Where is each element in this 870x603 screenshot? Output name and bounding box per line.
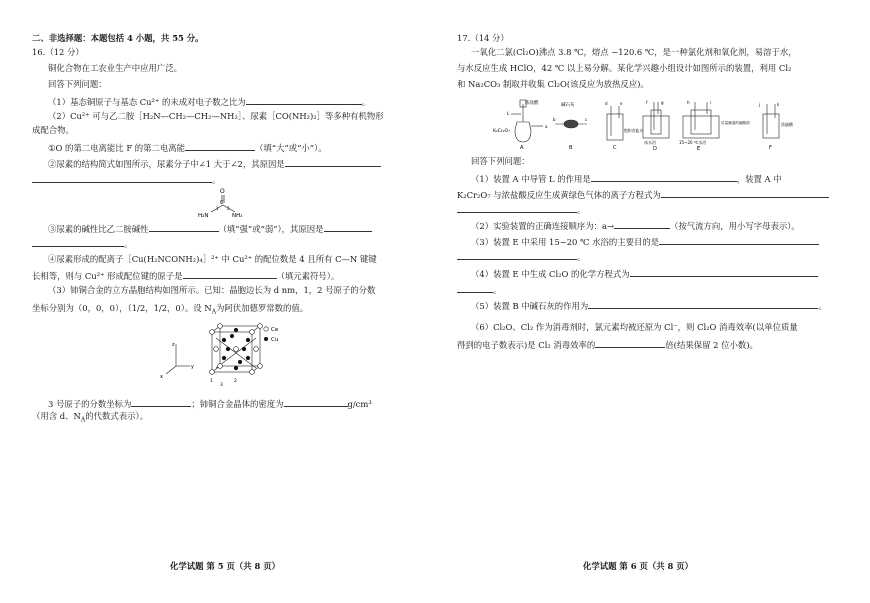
label-a-reagent: K₂Cr₂O₇ — [493, 129, 510, 134]
legend-ce: Ce — [271, 327, 279, 333]
answer-blank[interactable] — [285, 157, 381, 167]
q17-part4-cont: 。 — [457, 283, 501, 296]
label-f: 浓硫酸 — [781, 122, 793, 127]
port-j: j — [759, 102, 761, 107]
q16-part2-line2: 成配合物。 — [32, 125, 74, 135]
q16-part3-line4: （用含 d、$N_A$的代数式表示）。 — [32, 411, 149, 424]
answer-blank[interactable] — [659, 235, 819, 245]
answer-blank[interactable] — [32, 237, 124, 247]
atom-label-2: 2 — [234, 379, 237, 384]
urea-label-o: O — [220, 188, 225, 195]
axis-y-label: y — [191, 364, 194, 370]
q17-intro-line1: 一氧化二氯(Cl₂O)沸点 3.8 ℃，熔点 −120.6 ℃，是一种氯化剂和氧化剂，易溶于水， — [471, 47, 797, 57]
right-page — [435, 0, 870, 603]
port-h: h — [687, 100, 690, 105]
apparatus-e: E — [697, 146, 701, 150]
urea-structure-diagram — [196, 186, 252, 220]
apparatus-diagram — [493, 96, 803, 150]
urea-label-nh2-right: NH₂ — [232, 213, 243, 219]
label-d: 冰水浴 — [644, 140, 656, 145]
q16-answer-prompt: 回答下列问题： — [48, 79, 107, 89]
port-c: c — [585, 117, 588, 122]
q17-part4: （4）装置 E 中生成 Cl₂O 的化学方程式为 — [471, 267, 818, 280]
answer-blank[interactable] — [661, 188, 829, 198]
q16-part3-line2: 坐标分别为（0，0，0），（1/2，1/2，0）。设 $N_A$为阿伏加德罗常数的值。 — [32, 303, 309, 316]
answer-blank[interactable] — [457, 283, 493, 293]
q16-part2-sub4-line1: ④尿素形成的配离子［Cu(H₂NCONH₂)₄］²⁺ 中 Cu²⁺ 的配位数是 4 且所有 C—N 键键 — [48, 254, 377, 264]
q17-part1-line1: （1）装置 A 中导管 L 的作用是 ，装置 A 中 — [471, 174, 782, 184]
q16-part2-sub1: ①O 的第二电离能比 F 的第二电离能 （填“大”或“小”）。 — [48, 143, 327, 153]
q16-part2-line1: （2）Cu²⁺ 可与乙二胺［H₂N—CH₂—CH₂—NH₂］、尿素［CO(NH₂)₂］等多种有机物形 — [48, 111, 384, 121]
apparatus-f: F — [769, 145, 772, 150]
answer-blank[interactable] — [457, 203, 577, 213]
label-b-reagent: 碱石灰 — [561, 103, 575, 108]
axis-x-label: x — [160, 374, 163, 380]
q17-part2: （2）实验装置的正确连接顺序为：a→ （按气流方向，用小写字母表示）。 — [471, 221, 800, 231]
urea-label-c: C — [220, 200, 224, 206]
q16-part2-sub2: ②尿素的结构简式如图所示，尿素分子中∠1 大于∠2，其原因是 — [48, 157, 381, 170]
legend-cu: Cu — [271, 337, 279, 343]
port-k: k — [777, 102, 780, 107]
q17-part1-line2: K₂Cr₂O₇ 与浓盐酸反应生成黄绿色气体的离子方程式为 — [457, 188, 829, 201]
answer-blank[interactable] — [324, 222, 372, 232]
q16-header: 16.（12 分） — [32, 47, 84, 57]
port-i: i — [710, 100, 712, 105]
right-footer: 化学试题 第 6 页（共 8 页） — [583, 561, 693, 571]
port-b: b — [553, 117, 556, 122]
q17-part5: （5）装置 B 中碱石灰的作用为 。 — [471, 301, 827, 311]
q16-part3-line3: 3 号原子的分数坐标为 ；铈铜合金晶体的密度为 g/cm³ — [48, 399, 372, 409]
port-d: d — [605, 101, 608, 106]
q17-part3: （3）装置 E 中采用 15~20 ℃ 水浴的主要目的是 — [471, 235, 819, 248]
atom-label-1: 1 — [210, 379, 213, 384]
q16-part3-line1: （3）铈铜合金的立方晶胞结构如图所示。已知：晶胞边长为 d nm，1，2 号原子的分数 — [48, 285, 376, 295]
port-f: f — [646, 100, 648, 105]
atom-label-3: 3 — [220, 383, 223, 388]
answer-blank[interactable] — [591, 172, 737, 182]
label-e-solid: 足量潮湿的碳酸钠 — [721, 121, 750, 125]
port-a: a — [545, 124, 548, 129]
answer-blank[interactable] — [284, 397, 348, 407]
q17-intro-line3: 和 Na₂CO₃ 制取并收集 Cl₂O(该反应为放热反应)。 — [457, 79, 649, 89]
urea-label-nh2-left: H₂N — [198, 213, 209, 219]
answer-blank[interactable] — [588, 299, 818, 309]
port-e: e — [620, 101, 623, 106]
angle-label-2: 2 — [227, 206, 230, 211]
left-footer: 化学试题 第 5 页（共 8 页） — [170, 561, 280, 571]
q17-part6-line1: （6）Cl₂O、Cl₂ 作为消毒剂时，氯元素均被还原为 Cl⁻，则 Cl₂O 消毒效率(以单位质量 — [471, 322, 798, 332]
answer-blank[interactable] — [32, 173, 212, 183]
apparatus-b: B — [569, 145, 573, 150]
angle-label-1: 1 — [216, 206, 219, 211]
q16-part2-sub3-cont: 。 — [32, 237, 132, 250]
answer-blank[interactable] — [630, 267, 818, 277]
answer-blank[interactable] — [614, 219, 670, 229]
answer-blank[interactable] — [246, 95, 362, 105]
crystal-cell-diagram — [154, 318, 304, 388]
answer-blank[interactable] — [149, 222, 219, 232]
answer-blank[interactable] — [457, 250, 577, 260]
answer-blank[interactable] — [131, 397, 191, 407]
label-c: 饱和食盐水 — [624, 128, 643, 133]
q16-part2-sub2-cont: 。 — [32, 173, 220, 186]
axis-z-label: z — [172, 342, 175, 348]
q16-part1: （1）基态铜原子与基态 Cu²⁺ 的未成对电子数之比为 。 — [48, 97, 371, 107]
apparatus-a: A — [520, 145, 524, 150]
label-e: 15~20 ℃水浴 — [679, 140, 707, 145]
q17-part1-line3: 。 — [457, 203, 585, 216]
q17-intro-line2: 与水反应生成 HClO，42 ℃ 以上易分解。某化学兴趣小组设计如图所示的装置，利用 Cl₂ — [457, 63, 792, 73]
label-a-acid: 浓盐酸 — [525, 101, 539, 106]
port-g: g — [661, 100, 664, 105]
label-a-tube: L — [507, 112, 510, 117]
q16-part2-sub4-line2: 长相等，则与 Cu²⁺ 形成配位键的原子是 （填元素符号）。 — [32, 271, 340, 281]
apparatus-c: C — [613, 145, 617, 150]
q17-part6-line2: 得到的电子数表示)是 Cl₂ 消毒效率的 倍(结果保留 2 位小数)。 — [457, 340, 758, 350]
answer-blank[interactable] — [183, 269, 277, 279]
answer-blank[interactable] — [185, 141, 255, 151]
q17-answer-prompt: 回答下列问题： — [471, 156, 530, 166]
apparatus-d: D — [653, 146, 657, 150]
answer-blank[interactable] — [595, 338, 665, 348]
q16-part2-sub3: ③尿素的碱性比乙二胺碱性 （填“强”或“弱”），其原因是 — [48, 222, 372, 235]
q17-part3-cont: 。 — [457, 250, 585, 263]
q17-header: 17.（14 分） — [457, 33, 509, 43]
section-title: 二、非选择题：本题包括 4 小题，共 55 分。 — [32, 33, 204, 43]
q16-intro: 铜化合物在工农业生产中应用广泛。 — [48, 63, 182, 73]
